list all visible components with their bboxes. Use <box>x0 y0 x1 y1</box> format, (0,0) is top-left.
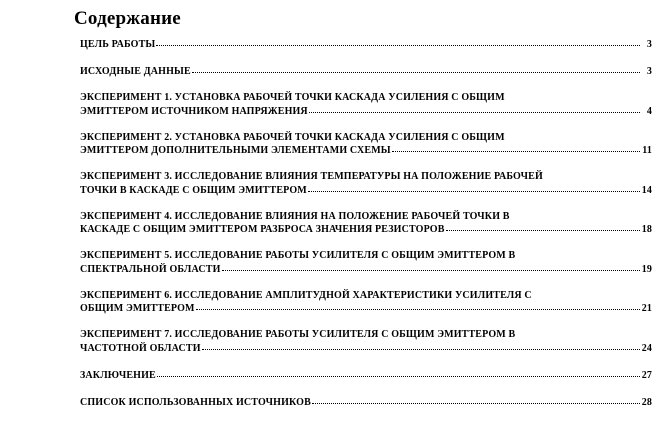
toc-entry-text: СПИСОК ИСПОЛЬЗОВАННЫХ ИСТОЧНИКОВ <box>80 396 311 408</box>
dot-leader <box>157 368 640 377</box>
toc-entry-text: ЭКСПЕРИМЕНТ 1. УСТАНОВКА РАБОЧЕЙ ТОЧКИ КАСКАДА УСИЛЕНИЯ С ОБЩИМ <box>80 92 505 103</box>
toc-title: Содержание <box>74 8 181 29</box>
toc-entry-text: ЭМИТТЕРОМ ИСТОЧНИКОМ НАПРЯЖЕНИЯ <box>80 105 308 117</box>
toc-entry[interactable] <box>80 396 652 410</box>
dot-leader <box>192 64 640 73</box>
toc-page-number: 3 <box>646 66 652 77</box>
toc-entry-row <box>80 65 652 79</box>
toc-entry-text: ЦЕЛЬ РАБОТЫ <box>80 39 156 50</box>
dot-leader <box>446 222 640 231</box>
toc-entry-text: ЭКСПЕРИМЕНТ 4. ИССЛЕДОВАНИЕ ВЛИЯНИЯ НА ПОЛОЖЕНИЕ РАБОЧЕЙ ТОЧКИ В <box>80 210 510 222</box>
toc-entry-row <box>80 396 652 410</box>
toc-entry-row <box>80 184 652 198</box>
toc-page-number: 24 <box>641 342 652 354</box>
toc-entry-text: ИСХОДНЫЕ ДАННЫЕ <box>80 66 191 77</box>
toc-page-number: 28 <box>641 396 652 408</box>
toc-entry[interactable] <box>80 171 652 197</box>
toc-entry-text: ЭКСПЕРИМЕНТ 3. ИССЛЕДОВАНИЕ ВЛИЯНИЯ ТЕМПЕРАТУРЫ НА ПОЛОЖЕНИЕ РАБОЧЕЙ <box>80 171 543 182</box>
dot-leader <box>202 341 640 350</box>
toc-page-number: 14 <box>641 184 652 196</box>
toc-page-number: 18 <box>641 224 652 235</box>
toc-entry[interactable] <box>80 290 652 316</box>
document-page <box>74 8 652 423</box>
toc-entry[interactable] <box>80 250 652 276</box>
toc-entry[interactable] <box>80 65 652 79</box>
toc-entry-row <box>80 38 652 52</box>
toc-page-number: 19 <box>641 263 652 275</box>
toc-entry[interactable] <box>80 211 652 237</box>
dot-leader <box>308 183 640 192</box>
toc-page-number: 21 <box>641 303 652 314</box>
dot-leader <box>156 37 640 46</box>
toc-entry[interactable] <box>80 132 652 158</box>
dot-leader <box>196 301 640 310</box>
toc-entry-text: СПЕКТРАЛЬНОЙ ОБЛАСТИ <box>80 263 221 275</box>
toc-list <box>80 38 652 409</box>
toc-page-number: 4 <box>646 105 652 117</box>
toc-entry-text: ЭКСПЕРИМЕНТ 2. УСТАНОВКА РАБОЧЕЙ ТОЧКИ КАСКАДА УСИЛЕНИЯ С ОБЩИМ <box>80 131 505 143</box>
toc-entry-row <box>80 223 652 237</box>
toc-entry-text: ЭКСПЕРИМЕНТ 6. ИССЛЕДОВАНИЕ АМПЛИТУДНОЙ ХАРАКТЕРИСТИКИ УСИЛИТЕЛЯ С <box>80 289 532 301</box>
toc-entry[interactable] <box>80 369 652 383</box>
toc-entry-text: ОБЩИМ ЭМИТТЕРОМ <box>80 303 195 314</box>
toc-entry[interactable] <box>80 92 652 118</box>
toc-entry-row <box>80 105 652 119</box>
toc-entry-row <box>80 342 652 356</box>
dot-leader <box>309 104 640 113</box>
toc-entry[interactable] <box>80 329 652 355</box>
dot-leader <box>312 395 640 404</box>
toc-page-number: 11 <box>642 145 652 156</box>
toc-entry-row <box>80 302 652 316</box>
toc-entry-text: ЧАСТОТНОЙ ОБЛАСТИ <box>80 342 201 354</box>
toc-entry-text: ЭКСПЕРИМЕНТ 7. ИССЛЕДОВАНИЕ РАБОТЫ УСИЛИТЕЛЯ С ОБЩИМ ЭМИТТЕРОМ В <box>80 329 516 340</box>
toc-entry-text: КАСКАДЕ С ОБЩИМ ЭМИТТЕРОМ РАЗБРОСА ЗНАЧЕНИЯ РЕЗИСТОРОВ <box>80 224 445 235</box>
toc-entry-text: ЗАКЛЮЧЕНИЕ <box>80 369 156 381</box>
dot-leader <box>222 262 640 271</box>
toc-entry-text: ТОЧКИ В КАСКАДЕ С ОБЩИМ ЭМИТТЕРОМ <box>80 184 307 196</box>
toc-entry-text: ЭМИТТЕРОМ ДОПОЛНИТЕЛЬНЫМИ ЭЛЕМЕНТАМИ СХЕМЫ <box>80 145 391 156</box>
toc-page-number: 27 <box>641 369 652 381</box>
toc-entry-text: ЭКСПЕРИМЕНТ 5. ИССЛЕДОВАНИЕ РАБОТЫ УСИЛИТЕЛЯ С ОБЩИМ ЭМИТТЕРОМ В <box>80 250 516 261</box>
toc-entry[interactable] <box>80 38 652 52</box>
toc-page-number: 3 <box>646 39 652 50</box>
toc-entry-row <box>80 144 652 158</box>
dot-leader <box>392 143 640 152</box>
toc-entry-row <box>80 369 652 383</box>
toc-entry-row <box>80 263 652 277</box>
